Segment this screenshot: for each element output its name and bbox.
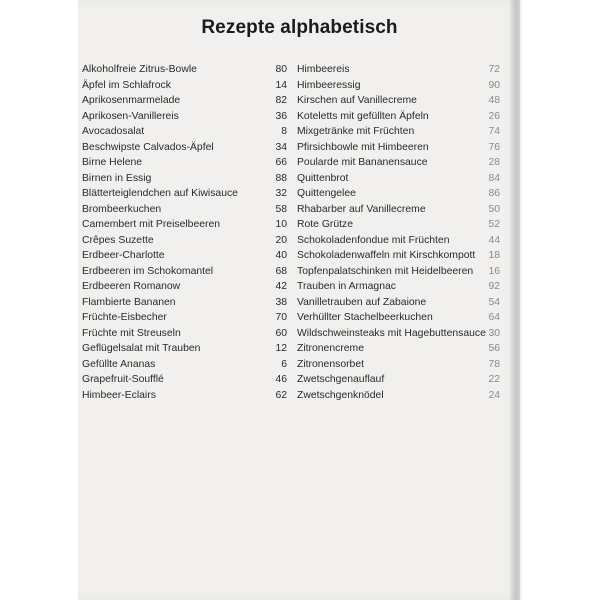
recipe-index-right-column: [297, 62, 500, 403]
recipe-page-number: 34: [275, 141, 287, 153]
recipe-entry: [82, 279, 287, 295]
recipe-name: Gefüllte Ananas: [82, 358, 156, 370]
recipe-entry: [297, 140, 500, 156]
recipe-name: Pfirsichbowle mit Himbeeren: [297, 141, 429, 153]
recipe-entry: [297, 124, 500, 140]
recipe-name: Zitronencreme: [297, 343, 364, 354]
recipe-name: Mixgetränke mit Früchten: [297, 126, 415, 137]
recipe-page-number: 48: [488, 95, 500, 106]
recipe-entry: [297, 202, 500, 218]
recipe-name: Himbeereis: [297, 64, 350, 75]
recipe-page-number: 10: [275, 219, 287, 230]
recipe-name: Poularde mit Bananensauce: [297, 157, 428, 168]
recipe-name: Alkoholfreie Zitrus-Bowle: [82, 64, 197, 75]
page-gutter-shadow: [510, 0, 522, 600]
recipe-entry: [82, 295, 287, 311]
recipe-page-number: 54: [488, 296, 500, 308]
recipe-page-number: 58: [275, 203, 287, 215]
recipe-name: Früchte mit Streuseln: [82, 327, 181, 339]
recipe-entry: [82, 171, 287, 187]
recipe-page-number: 22: [488, 374, 500, 385]
recipe-page-number: 56: [488, 343, 500, 354]
recipe-name: Birnen in Essig: [82, 172, 152, 184]
recipe-entry: [82, 388, 287, 404]
recipe-page-number: 16: [488, 265, 500, 277]
recipe-entry: [297, 248, 500, 264]
recipe-page-number: 62: [275, 389, 287, 401]
recipe-page-number: 68: [275, 265, 287, 277]
recipe-entry: [297, 372, 500, 388]
recipe-name: Früchte-Eisbecher: [82, 312, 167, 323]
recipe-entry: [297, 62, 500, 78]
recipe-entry: [297, 279, 500, 295]
recipe-page-number: 40: [275, 250, 287, 261]
recipe-page-number: 80: [275, 64, 287, 75]
recipe-page-number: 8: [281, 126, 287, 137]
recipe-entry: [82, 202, 287, 218]
recipe-name: Zwetschgenauflauf: [297, 374, 385, 385]
recipe-name: Erdbeeren im Schokomantel: [82, 265, 214, 277]
recipe-entry: [82, 78, 287, 94]
recipe-name: Camembert mit Preiselbeeren: [82, 219, 221, 230]
recipe-entry: [82, 264, 287, 280]
recipe-entry: [82, 357, 287, 373]
recipe-entry: [82, 140, 287, 156]
recipe-entry: [297, 109, 500, 125]
recipe-entry: [297, 186, 500, 202]
recipe-index-left-column: [82, 62, 287, 403]
recipe-entry: [82, 248, 287, 264]
recipe-name: Rote Grütze: [297, 219, 354, 230]
recipe-page-number: 38: [275, 296, 287, 308]
page-title: Rezepte alphabetisch: [201, 17, 398, 38]
recipe-page-number: 76: [488, 141, 500, 153]
recipe-page-number: 74: [488, 126, 500, 137]
recipe-page-number: 6: [281, 358, 287, 370]
recipe-name: Koteletts mit gefüllten Äpfeln: [297, 110, 429, 122]
recipe-page-number: 36: [275, 110, 287, 122]
recipe-name: Blätterteiglendchen auf Kiwisauce: [82, 188, 238, 199]
recipe-entry: [82, 217, 287, 233]
recipe-name: Zitronensorbet: [297, 358, 364, 370]
recipe-page-number: 44: [488, 234, 500, 246]
recipe-name: Himbeeressig: [297, 79, 361, 91]
recipe-page-number: 12: [275, 343, 287, 354]
recipe-entry: [297, 264, 500, 280]
recipe-page-number: 28: [488, 157, 500, 168]
recipe-name: Vanilletrauben auf Zabaione: [297, 296, 427, 308]
recipe-page-number: 90: [488, 79, 500, 91]
recipe-entry: [297, 388, 500, 404]
recipe-page-number: 88: [275, 172, 287, 184]
recipe-page-number: 30: [488, 327, 500, 339]
recipe-name: Erdbeer-Charlotte: [82, 250, 165, 261]
recipe-name: Avocadosalat: [82, 126, 145, 137]
recipe-entry: [82, 310, 287, 326]
recipe-page-number: 64: [488, 312, 500, 323]
recipe-page-number: 66: [275, 157, 287, 168]
recipe-name: Wildschweinsteaks mit Hagebuttensauce: [297, 327, 486, 339]
recipe-page-number: 18: [488, 250, 500, 261]
recipe-entry: [297, 155, 500, 171]
recipe-page-number: 60: [275, 327, 287, 339]
recipe-entry: [82, 155, 287, 171]
recipe-entry: [82, 93, 287, 109]
recipe-page-number: 82: [275, 95, 287, 106]
recipe-entry: [82, 109, 287, 125]
recipe-entry: [82, 124, 287, 140]
recipe-entry: [297, 171, 500, 187]
recipe-entry: [297, 326, 500, 342]
recipe-page-number: 78: [488, 358, 500, 370]
recipe-name: Crêpes Suzette: [82, 234, 154, 246]
recipe-name: Grapefruit-Soufflé: [82, 374, 164, 385]
recipe-entry: [297, 233, 500, 249]
recipe-page-number: 20: [275, 234, 287, 246]
recipe-name: Trauben in Armagnac: [297, 281, 396, 292]
recipe-page-number: 86: [488, 188, 500, 199]
recipe-entry: [82, 372, 287, 388]
recipe-page-number: 72: [488, 64, 500, 75]
recipe-name: Brombeerkuchen: [82, 203, 162, 215]
recipe-name: Himbeer-Eclairs: [82, 389, 156, 401]
recipe-page-number: 92: [488, 281, 500, 292]
recipe-entry: [82, 326, 287, 342]
recipe-page-number: 24: [488, 389, 500, 401]
recipe-page-number: 84: [488, 172, 500, 184]
recipe-name: Flambierte Bananen: [82, 296, 176, 308]
recipe-page-number: 70: [275, 312, 287, 323]
recipe-entry: [82, 233, 287, 249]
recipe-name: Äpfel im Schlafrock: [82, 79, 171, 91]
recipe-name: Birne Helene: [82, 157, 143, 168]
recipe-entry: [82, 341, 287, 357]
recipe-name: Geflügelsalat mit Trauben: [82, 343, 201, 354]
recipe-name: Zwetschgenknödel: [297, 389, 384, 401]
recipe-entry: [297, 295, 500, 311]
recipe-name: Schokoladenfondue mit Früchten: [297, 234, 450, 246]
recipe-page-number: 14: [275, 79, 287, 91]
recipe-entry: [297, 310, 500, 326]
recipe-page-number: 32: [275, 188, 287, 199]
recipe-entry: [297, 341, 500, 357]
recipe-name: Quittenbrot: [297, 172, 349, 184]
recipe-name: Verhüllter Stachelbeerkuchen: [297, 312, 433, 323]
recipe-entry: [297, 78, 500, 94]
recipe-page-number: 46: [275, 374, 287, 385]
recipe-entry: [82, 186, 287, 202]
recipe-name: Schokoladenwaffeln mit Kirschkompott: [297, 250, 476, 261]
recipe-name: Beschwipste Calvados-Äpfel: [82, 141, 214, 153]
recipe-name: Erdbeeren Romanow: [82, 281, 181, 292]
recipe-entry: [297, 217, 500, 233]
recipe-name: Topfenpalatschinken mit Heidelbeeren: [297, 265, 474, 277]
recipe-page-number: 42: [275, 281, 287, 292]
recipe-page-number: 50: [488, 203, 500, 215]
recipe-name: Quittengelee: [297, 188, 356, 199]
recipe-name: Aprikosenmarmelade: [82, 95, 181, 106]
recipe-page-number: 52: [488, 219, 500, 230]
recipe-name: Rhabarber auf Vanillecreme: [297, 203, 426, 215]
recipe-name: Kirschen auf Vanillecreme: [297, 95, 417, 106]
recipe-entry: [297, 357, 500, 373]
recipe-entry: [297, 93, 500, 109]
recipe-entry: [82, 62, 287, 78]
recipe-name: Aprikosen-Vanillereis: [82, 110, 179, 122]
recipe-page-number: 26: [488, 110, 500, 122]
